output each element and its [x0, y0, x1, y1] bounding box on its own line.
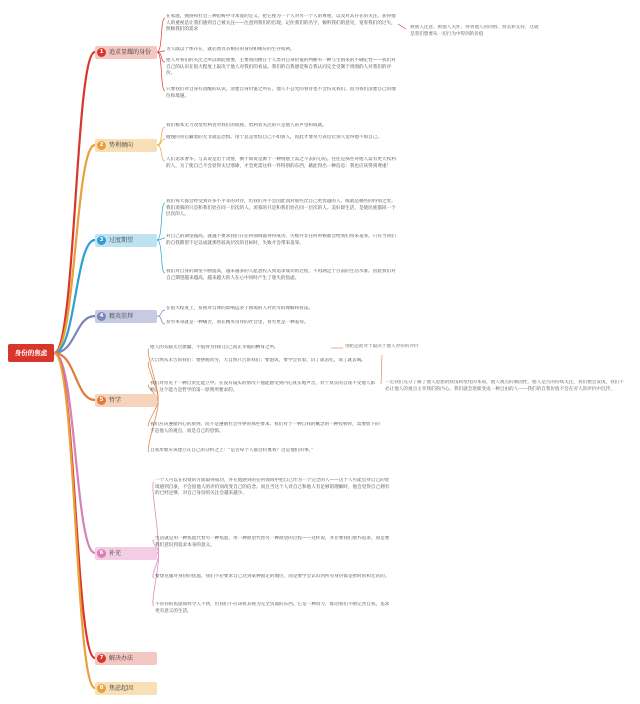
summary-note: 别把态度对于取决于他人对你的评价	[345, 344, 419, 349]
leaf-note: 只要我们对自身有清醒的认识，清楚自身价值之所在，他人不公允的看待也不会伤及我们，因为我们清楚自己的地位和境遇。	[166, 87, 396, 99]
leaf-note: 大自然从未告诉我们：要摆脱贫穷，大自然只告诉我们：要饱饭，要学会衣着，饥了就去吃，渴了就去喝。	[150, 358, 366, 363]
branch-label: 哲学	[109, 397, 122, 404]
branch-number-badge: 5	[97, 396, 106, 405]
branch-5[interactable]	[95, 394, 157, 407]
connector-line	[157, 316, 165, 324]
branch-label: 势利倾向	[109, 142, 134, 149]
branch-8[interactable]	[95, 682, 157, 695]
connector-line	[398, 24, 406, 29]
leaf-note: 他人对我们的关注之所以如此重要，主要原因便在于人类对自身价值的判断有一种与生俱来的不确定性——我们对自己的认识在很大程度上取决于他人对我们的看法。我们的自我感觉和自我认同完全受制于周围的人对我们的评价。	[166, 58, 396, 76]
leaf-note: 不管你的焦虑如何令人不快，但我们不应该将其视为完全负面的东西。它是一种动力，推动我们不断完善自我，追求更有意义的生活。	[155, 602, 390, 614]
branch-number-badge: 3	[97, 236, 106, 245]
connector-line	[157, 139, 165, 145]
leaf-note: 为人既以个体存在，就必然具有相应的身份和相应的生存权利。	[166, 47, 295, 52]
leaf-note: 我们应该遵循内心的原则，而不是遵循社会外界的那些要求。我们对于一种自我的概念的一种投射时，需要放下的不是他人的观点，而是自己的恐惧。	[150, 422, 380, 434]
leaf-note: 自我形象应该建立在自己的分析之上：“是否每个人都会轻蔑我？这是他们的事。”	[150, 448, 314, 453]
branch-number-badge: 7	[97, 654, 106, 663]
branch-number-badge: 4	[97, 312, 106, 321]
branch-3[interactable]	[95, 234, 157, 247]
branch-number-badge: 6	[97, 549, 106, 558]
branch-1[interactable]	[95, 46, 157, 59]
branch-label: 补充	[109, 550, 122, 557]
connector-line	[54, 145, 95, 353]
branch-number-badge: 1	[97, 48, 106, 57]
leaf-note: 人们追求奢华，与其说是出于贪婪，倒不如说是源于一种情感上需之不去的心结。往往是那些对他人需有更大权利的人，为了使自己不会显得太过寒碜，才会更需这样一件特别的东西，藉此得出一种信息：我也应该得到尊重！	[166, 157, 396, 169]
leaf-note: 傲慢的背后藏着的无非就是恐惧。由于总是害怕自己不如别人，因此才要努力表达让别人觉得他不如自己。	[166, 135, 382, 140]
leaf-note: 生活就是用一种焦虑代替另一种焦虑，用一种欲望代替另一种欲望的过程——这样说，并非要我们放弃追求，而是要我们意识到追求本身的意义。	[155, 536, 390, 548]
leaf-note: 他人的头脑太过愚蠢，不值得为我们自己而正幸福的栖身之所。	[150, 345, 279, 350]
leaf-note: 我们对常见于一种自责还能立中。在没有镜头的情况下他能感受到内心真实地声音，对于真实的自我不受他人影响。这个能力是哲学的第一原则所要求的。	[150, 381, 376, 393]
connector-line	[157, 240, 165, 273]
branch-label: 过度期望	[109, 237, 134, 244]
leaf-note: 要想克服对身份的焦虑，我们不必要求自己达到某种固定的地位，而是要学会认识到所有身份都是暂时的和无常的。	[155, 574, 390, 579]
leaf-note: 在家庭、拥挤和社会三种范畴中寻求爱的定义，把它视为一个人对另一个人的尊重，以及对其存在的关注。获得他人的重视是让我们感到自己被关注——注意到我们的出现，记住我们的名字，倾听我们的意见，宽宥我们的过失，照顾我们的需求	[166, 14, 396, 32]
leaf-note: 我们每天都会经受到许多不平等的对待，但我们并不会因此而对那些比自己更优越的人，或就是哪些的特别之处。我们羡慕的只是和我们处在同一层次的人。羡慕的只是和我们处在同一层次的人。美好即生活，是使民族都同一个层次的人。	[166, 199, 396, 217]
connector-line	[157, 310, 165, 316]
branch-label: 焦虑起因	[109, 685, 134, 692]
leaf-note: 我们对自身的期望不断提高，越来越多的人愿意投入到追求成功的过程，不再满足于目前的生活水准。因此我们对自己期望越来越高，越来越大的人在心中同时产生了迷失的焦虑。	[166, 269, 396, 281]
branch-number-badge: 2	[97, 141, 106, 150]
connector-line	[157, 52, 165, 91]
branch-label: 追求显耀的身份	[109, 49, 152, 56]
branch-7[interactable]	[95, 652, 157, 665]
connector-line	[54, 353, 95, 688]
branch-4[interactable]	[95, 310, 157, 323]
connector-line	[54, 52, 95, 353]
leaf-note: 在很大程度上，贫困对自尊的影响远多于困境的人对贫穷的理解和看法。	[166, 306, 314, 311]
connector-line	[157, 52, 165, 62]
summary-note: 被他人注意、被他人关怀，得到他人的同情、赞美和支持，这就是我们想要从一切行为中得到的价值	[410, 25, 539, 37]
branch-number-badge: 8	[97, 684, 106, 693]
leaf-note: 一个人可以在投资的方面取得成功，并在他感到的任何领域中把自己作为一个完全的人——这个人可能会对自己的处境感到自豪，不会因他人的评价而改变自己的信念。而且当这个人对自己和他人有足够的理解时，他会觉得自己拥有的已经足够，对自己身份的关注会越来越少。	[155, 478, 390, 496]
root-topic[interactable]: 身份的焦虑	[8, 344, 54, 362]
branch-label: 解决办法	[109, 655, 134, 662]
leaf-note: 贫穷本身就是一种痛苦，而在精英崇拜的社会里，贫穷更是一种羞辱。	[166, 320, 309, 325]
branch-label: 精英崇拜	[109, 313, 134, 320]
leaf-note: 我们根本无力改变势利者对我们的成视。势利者关注的只是他人的声望和成就。	[166, 123, 327, 128]
connector-line	[157, 145, 165, 161]
connector-line	[157, 203, 165, 240]
summary-note: 一定我们充分了解了他人思想的肤浅和变化的本质，他人观点的顽固性，他人是否的持续关注，我们便会发现，我们不必让他人的观点主宰我们的内心。我们就会逐渐变成一种自由的人——我们的自我价值不会在旁人的评价中沉浮。	[385, 380, 624, 392]
branch-2[interactable]	[95, 139, 157, 152]
connector-line	[157, 18, 165, 52]
leaf-note: 对自己的期望越高，就越不要求我们在任何领域都得得成功。失败并非任何时候都会给我们带来羞辱，只有当我们的自我期望不足以成就那些较高层次的目标时，失败才会带来羞辱。	[166, 234, 396, 246]
branch-6[interactable]	[95, 547, 157, 560]
